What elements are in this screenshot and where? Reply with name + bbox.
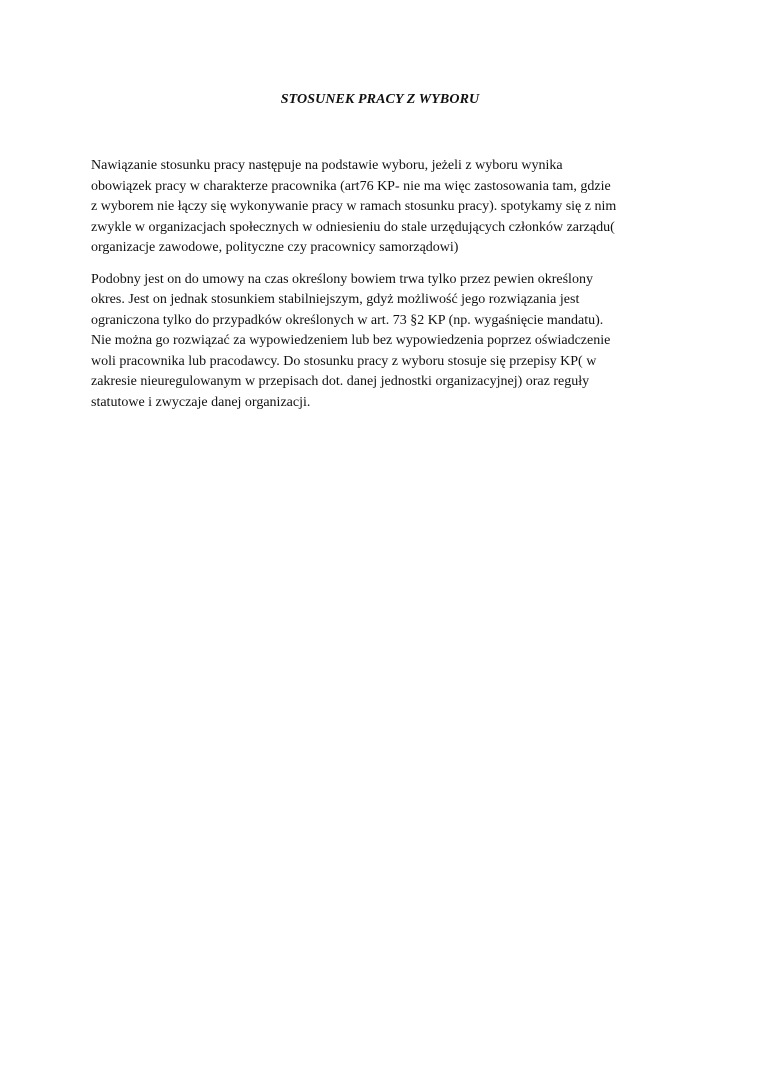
document-body — [91, 156, 671, 424]
text-line: Nie można go rozwiązać za wypowiedzeniem lub bez wypowiedzenia poprzez oświadczenie — [91, 333, 611, 348]
text-line: Nawiązanie stosunku pracy następuje na podstawie wyboru, jeżeli z wyboru wynika — [91, 158, 563, 173]
document-title: STOSUNEK PRACY Z WYBORU — [280, 92, 480, 107]
text-line: zwykle w organizacjach społecznych w odniesieniu do stale urzędujących członków zarządu( — [91, 219, 615, 235]
paragraph-1 — [91, 156, 671, 259]
text-line: okres. Jest on jednak stosunkiem stabilniejszym, gdyż możliwość jego rozwiązania jest — [91, 292, 580, 307]
paragraph-2 — [91, 270, 671, 414]
text-line: organizacje zawodowe, polityczne czy pracownicy samorządowi) — [91, 240, 459, 255]
text-line: Podobny jest on do umowy na czas określony bowiem trwa tylko przez pewien określony — [91, 271, 593, 287]
text-line: z wyborem nie łączy się wykonywanie pracy w ramach stosunku pracy). spotykamy się z nim — [91, 199, 617, 214]
text-line: ograniczona tylko do przypadków określonych w art. 73 §2 KP (np. wygaśnięcie mandatu). — [91, 312, 604, 328]
text-line: zakresie nieuregulowanym w przepisach dot. danej jednostki organizacyjnej) oraz reguły — [91, 374, 590, 389]
text-line: obowiązek pracy w charakterze pracownika (art76 KP- nie ma więc zastosowania tam, gdzie — [91, 178, 611, 194]
text-line: statutowe i zwyczaje danej organizacji. — [91, 394, 311, 410]
text-line: woli pracownika lub pracodawcy. Do stosunku pracy z wyboru stosuje się przepisy KP( w — [91, 353, 597, 369]
